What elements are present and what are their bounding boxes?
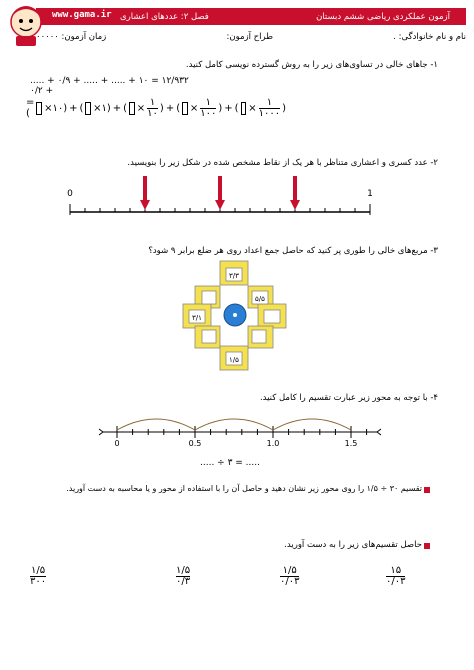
plus-sign: + [112,102,122,114]
axis-label-0-5: 0.5 [188,439,202,448]
q1-term-4: × [189,102,199,114]
fraction: $\frac{۱}{۱۰}$ [147,96,158,119]
red-arrow-marker [290,176,300,210]
name-label: نام و نام خانوادگی: . [393,32,466,42]
time-label: زمان آزمون: ۰۰۰۰۰ [36,32,107,42]
jump-arc [195,419,273,430]
empty-square[interactable] [202,291,216,304]
q4-equation: ..... ÷ ۳ = ..... [200,458,260,468]
q1-equals: = ( [26,97,35,119]
q3-text: ۳- مربع‌های خالی را طوری پر کنید که حاصل جمع اعداد روی هر ضلع برابر ۹ شود؟ [148,246,438,256]
site-url: www.gama.ir [52,10,112,20]
q1-term-3: × [136,102,146,114]
division-row [30,566,430,606]
bullet-1-text: تقسیم ۳۰ ÷ ۱/۵ را روی محور زیر نشان دهید و حاصل آن را با استفاده از محور و یا محاسبه به دست آورید. [66,484,422,493]
chapter-title: فصل ۲: عددهای اعشاری [120,12,209,22]
exam-title: آزمون عملکردی ریاضی ششم دبستان [316,12,450,22]
number-line-start-label: 0 [67,189,73,199]
blank-box[interactable] [241,102,247,115]
plus-sign: + [69,102,78,114]
red-arrow-marker [140,176,150,210]
division-fraction-1: ۱/۵ ۳۰۰ [30,565,47,587]
q1-line1: ۱۲/۹۳۲ = ۱۰ + ..... + ..... + ۰/۹ + ..... + ۰/۲ [30,76,189,96]
fraction: $\frac{۱}{۱۰۰}$ [200,96,217,119]
q4-text: ۴- با توجه به محور زیر عبارت تقسیم را کامل کنید. [259,393,438,403]
empty-square[interactable] [264,310,280,323]
designer-label: طراح آزمون: [226,32,273,42]
jump-arc [117,419,195,430]
red-bullet-1 [424,487,430,493]
q1-term-5: × [248,102,257,114]
fraction: $\frac{۱}{۱۰۰۰}$ [258,96,281,119]
q1-term-2: ×۱) [93,102,111,114]
bullet-2-text: حاصل تقسیم‌های زیر را به دست آورید. [284,540,422,550]
blank-box[interactable] [182,102,188,115]
q1-text: ۱- جاهای خالی در تساوی‌های زیر را به روش گسترده نویسی کامل کنید. [185,60,438,70]
mascot-logo-icon [4,2,48,48]
empty-square[interactable] [202,330,216,343]
value-upper-right: ۵/۵ [255,295,265,303]
page-header [0,0,474,48]
division-fraction-4: ۱۵ ۰/۰۳ [386,565,406,587]
q1-expanded-row: = ( ×۱۰) + ( ×۱) + ( × $\frac{۱}{۱۰}$ ) + ( × $\frac{۱}{۱۰۰}$ ) + ( × $\frac{۱}{۱۰۰۰}$ ) [26,96,287,119]
q2-text: ۲- عدد کسری و اعشاری متناظر با هر یک از نقاط مشخص شده در شکل زیر را بنویسید. [127,158,438,168]
plus-sign: + [224,102,233,114]
number-line-q2 [60,172,390,222]
axis-label-1-5: 1.5 [344,439,358,448]
number-line-end-label: 1 [367,189,373,199]
value-left: ۳/۱ [192,314,202,322]
header-banner-text [60,10,450,24]
division-fraction-3: ۱/۵ ۰/۰۳ [280,565,300,587]
value-bottom: ۱/۵ [229,356,239,364]
blank-box[interactable] [129,102,135,115]
empty-square[interactable] [252,330,266,343]
division-fraction-2: ۱/۵ ۰/۳ [176,565,191,587]
number-line-q4 [95,404,385,452]
axis-label-1-0: 1.0 [266,439,280,448]
red-bullet-2 [424,543,430,549]
blank-box[interactable] [36,102,42,115]
plus-sign: + [165,102,175,114]
value-top: ۳/۳ [229,272,239,280]
blank-box[interactable] [85,102,91,115]
axis-label-0: 0 [114,439,120,448]
header-info-row [36,30,466,44]
jump-arc [273,419,351,430]
square-puzzle-diagram [180,258,290,373]
q1-term-1: ×۱۰) [44,102,68,114]
red-arrow-marker [215,176,225,210]
